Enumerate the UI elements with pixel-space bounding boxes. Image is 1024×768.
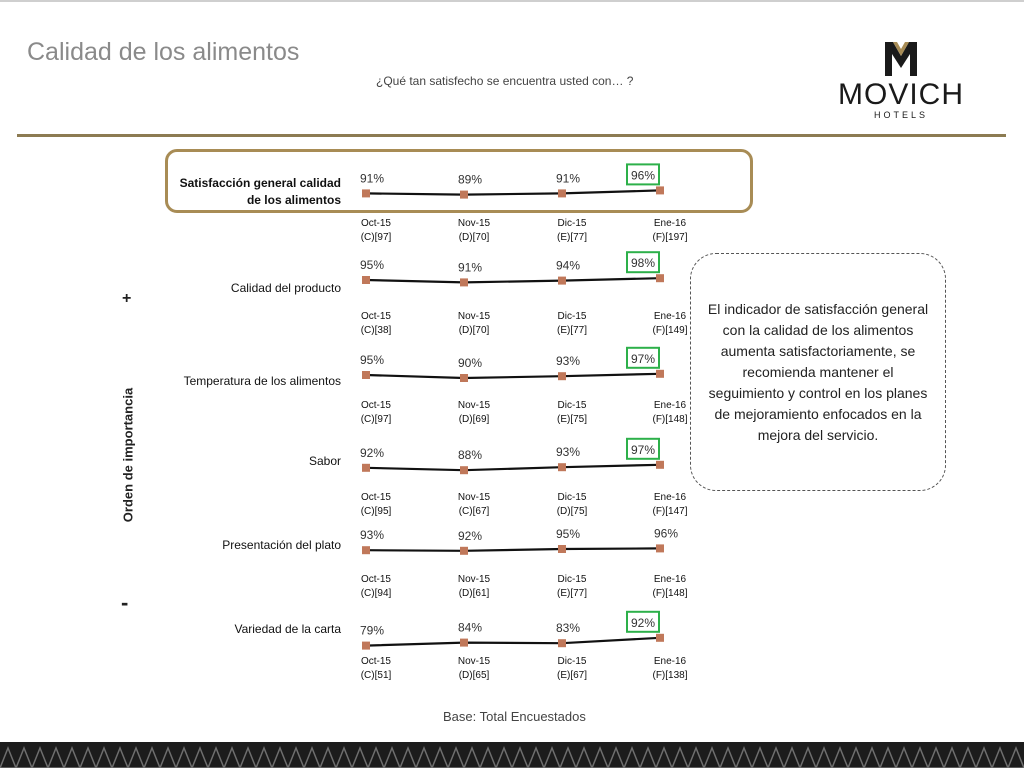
series-line-4 — [366, 548, 660, 550]
series-line-1 — [366, 278, 660, 282]
data-point-2-2 — [558, 372, 566, 380]
series-line-3 — [366, 465, 660, 470]
x-tick-2-1: Nov-15 (D)[69] — [457, 400, 491, 425]
series-line-0 — [366, 190, 660, 194]
insight-note: El indicador de satisfacción general con la calidad de los alimentos aumenta satisfactoriamente, se recomienda mantener el seguimiento y control en los planes de mejoramiento enfocados en la mejora del servicio. — [690, 253, 946, 491]
data-label-4-3: 96% — [653, 526, 679, 541]
decorative-band — [0, 742, 1024, 768]
data-label-5-3: 92% — [630, 615, 656, 630]
category-label-4: Presentación del plato — [222, 538, 341, 552]
data-label-4-2: 95% — [555, 527, 581, 541]
page-title: Calidad de los alimentos — [27, 38, 300, 66]
x-tick-4-3: Ene-16 (F)[148] — [652, 574, 688, 599]
x-tick-0-3: Ene-16 (F)[197] — [652, 218, 688, 243]
page-subtitle: ¿Qué tan satisfecho se encuentra usted con… ? — [376, 74, 634, 88]
category-label-0: Satisfacción general calidad de los alimentos — [179, 176, 341, 207]
data-point-1-3 — [656, 274, 664, 282]
data-label-0-2: 91% — [555, 171, 581, 186]
x-tick-5-1: Nov-15 (D)[65] — [457, 656, 491, 681]
data-point-4-3 — [656, 544, 664, 552]
data-label-5-1: 84% — [457, 620, 483, 635]
data-point-1-0 — [362, 276, 370, 284]
data-point-5-0 — [362, 642, 370, 650]
data-point-3-2 — [558, 463, 566, 471]
x-tick-5-0: Oct-15 (C)[51] — [360, 656, 392, 681]
data-point-1-1 — [460, 278, 468, 286]
data-point-5-1 — [460, 639, 468, 647]
data-label-3-1: 88% — [457, 448, 483, 463]
data-label-2-2: 93% — [555, 354, 581, 369]
data-point-5-2 — [558, 639, 566, 647]
x-tick-3-2: Dic-15 (D)[75] — [556, 492, 588, 517]
data-point-0-2 — [558, 189, 566, 197]
importance-plus: + — [122, 290, 132, 307]
x-tick-4-1: Nov-15 (D)[61] — [457, 574, 491, 599]
base-note: Base: Total Encuestados — [443, 709, 586, 724]
data-point-0-1 — [460, 191, 468, 199]
series-line-5 — [366, 638, 660, 646]
y-axis-title: Orden de importancia — [120, 387, 136, 523]
x-tick-3-1: Nov-15 (C)[67] — [457, 492, 491, 517]
data-label-1-0: 95% — [359, 258, 385, 272]
data-label-3-3: 97% — [630, 442, 656, 457]
data-label-0-1: 89% — [457, 172, 483, 187]
data-label-2-3: 97% — [630, 351, 656, 366]
data-point-2-0 — [362, 371, 370, 379]
x-tick-5-3: Ene-16 (F)[138] — [652, 656, 688, 681]
data-point-1-2 — [558, 277, 566, 285]
data-point-0-3 — [656, 186, 664, 194]
importance-minus: - — [121, 590, 129, 615]
data-label-4-0: 93% — [359, 528, 385, 543]
data-label-3-2: 93% — [555, 445, 581, 460]
x-tick-2-2: Dic-15 (E)[75] — [556, 400, 587, 425]
data-label-5-0: 79% — [359, 623, 385, 638]
x-tick-1-0: Oct-15 (C)[38] — [360, 311, 392, 336]
data-point-2-3 — [656, 370, 664, 378]
x-tick-1-2: Dic-15 (E)[77] — [556, 311, 587, 336]
data-point-5-3 — [656, 634, 664, 642]
data-point-3-0 — [362, 464, 370, 472]
data-point-3-3 — [656, 461, 664, 469]
x-tick-5-2: Dic-15 (E)[67] — [556, 656, 587, 681]
logo-brand: MOVICH — [838, 78, 964, 111]
data-point-0-0 — [362, 189, 370, 197]
x-tick-0-0: Oct-15 (C)[97] — [360, 218, 392, 243]
series-line-2 — [366, 374, 660, 378]
data-label-2-0: 95% — [359, 353, 385, 367]
category-label-2: Temperatura de los alimentos — [183, 374, 341, 388]
data-label-0-0: 91% — [359, 171, 385, 186]
data-point-4-0 — [362, 546, 370, 554]
data-label-1-3: 98% — [630, 256, 656, 271]
data-point-2-1 — [460, 374, 468, 382]
data-label-1-2: 94% — [555, 258, 581, 273]
category-label-3: Sabor — [308, 454, 341, 468]
x-tick-4-0: Oct-15 (C)[94] — [360, 574, 392, 599]
data-label-3-0: 92% — [359, 445, 385, 460]
x-tick-3-3: Ene-16 (F)[147] — [652, 492, 688, 517]
category-label-5: Variedad de la carta — [234, 622, 341, 636]
x-tick-0-2: Dic-15 (E)[77] — [556, 218, 587, 243]
data-label-0-3: 96% — [630, 168, 656, 183]
data-label-5-2: 83% — [555, 621, 581, 636]
logo-sub: HOTELS — [873, 110, 929, 120]
x-tick-1-1: Nov-15 (D)[70] — [457, 311, 491, 336]
data-label-4-1: 92% — [457, 528, 483, 543]
category-label-1: Calidad del producto — [230, 281, 341, 295]
x-tick-1-3: Ene-16 (F)[149] — [652, 311, 688, 336]
data-point-4-1 — [460, 547, 468, 555]
data-point-4-2 — [558, 545, 566, 553]
data-point-3-1 — [460, 466, 468, 474]
x-tick-4-2: Dic-15 (E)[77] — [556, 574, 587, 599]
data-label-1-1: 91% — [457, 260, 483, 275]
x-tick-0-1: Nov-15 (D)[70] — [457, 218, 491, 243]
x-tick-2-0: Oct-15 (C)[97] — [360, 400, 392, 425]
data-label-2-1: 90% — [457, 356, 483, 370]
x-tick-2-3: Ene-16 (F)[148] — [652, 400, 688, 425]
x-tick-3-0: Oct-15 (C)[95] — [360, 492, 392, 517]
